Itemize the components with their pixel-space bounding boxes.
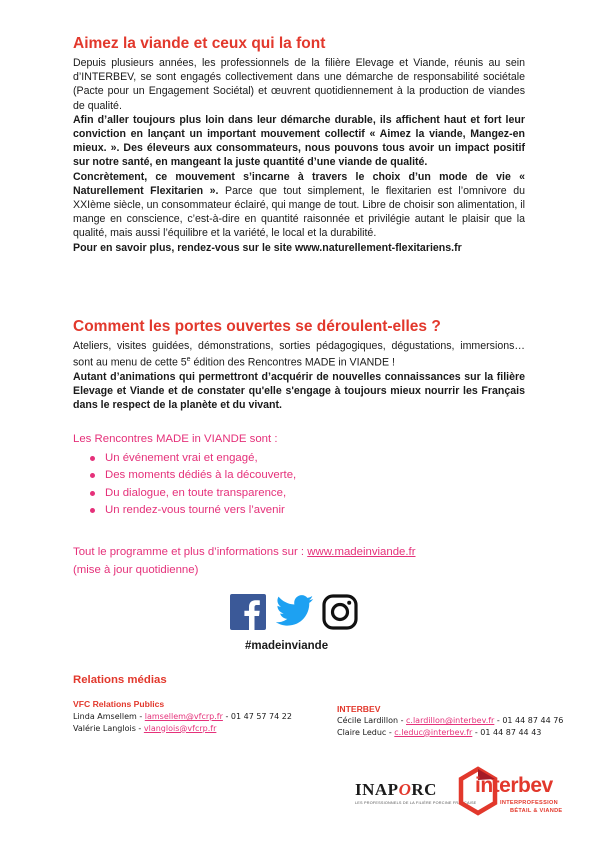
rencontres-list xyxy=(85,450,513,520)
section1-paragraph-3-bold: Concrètement, ce mouvement s’incarne à travers le choix d’un mode de vie « Naturellement Flexitarien ». xyxy=(73,170,525,197)
rencontres-intro: Les Rencontres MADE in VIANDE sont : xyxy=(73,433,278,445)
list-item: Des moments dédiés à la découverte, xyxy=(85,467,513,485)
contact-phone: - 01 47 57 74 22 xyxy=(222,712,292,721)
programme-block xyxy=(73,544,533,579)
programme-link[interactable]: www.madeinviande.fr xyxy=(307,546,416,558)
contact-phone: - 01 44 87 44 76 xyxy=(494,716,564,725)
relations-title: Relations médias xyxy=(73,674,167,686)
contact-email-link[interactable]: c.leduc@interbev.fr xyxy=(394,727,473,737)
section2-paragraph-1 xyxy=(73,339,525,370)
section2-paragraph-1-sup: e xyxy=(186,356,191,364)
vfc-contacts xyxy=(73,711,292,734)
list-item: Un rendez-vous tourné vers l’avenir xyxy=(85,502,513,520)
inaporc-part-a: INAP xyxy=(355,780,399,799)
contact-email-link[interactable]: c.lardillon@interbev.fr xyxy=(406,716,495,725)
section1-heading: Aimez la viande et ceux qui la font xyxy=(73,35,326,52)
interbev-subtitle-2: BÉTAIL & VIANDE xyxy=(510,808,563,814)
section2-paragraph-1-a: Ateliers, visites guidées, démonstrations, sorties pédagogiques, dégustations, immersions… sont au menu de cette 5 xyxy=(73,340,525,369)
programme-text: Tout le programme et plus d’informations sur : xyxy=(73,546,308,558)
programme-note: (mise à jour quotidienne) xyxy=(73,563,199,576)
contact-name: Valérie Langlois - xyxy=(73,723,144,733)
contact-name: Cécile Lardillon - xyxy=(337,716,407,725)
vfc-title: VFC Relations Publics xyxy=(73,699,165,709)
section2-paragraph-2: Autant d’animations qui permettront d’acquérir de nouvelles connaissances sur la filière Elevage et Viande et de constater qu'elle s'engage à toujours mieux nourrir les Français dans le respect de la planète et du vivant. xyxy=(73,370,525,412)
section1-paragraph-4: Pour en savoir plus, rendez-vous sur le site www.naturellement-flexitariens.fr xyxy=(73,241,462,254)
section1-paragraph-2: Afin d’aller toujours plus loin dans leur démarche durable, ils affichent haut et fort leur conviction en lançant un important mouvement collectif « Aimez la viande, Mangez-en mieux. ». Des éleveurs aux consommateurs, nous pouvons tous avoir un impact positif sur notre santé, en mangeant la juste quantité d’une viande de qualité. xyxy=(73,113,525,169)
section2-heading: Comment les portes ouvertes se déroulent-elles ? xyxy=(73,318,441,335)
inaporc-part-c: RC xyxy=(411,780,437,799)
section2-body xyxy=(73,339,525,413)
contact-phone: - 01 44 87 44 43 xyxy=(472,727,542,737)
twitter-icon[interactable] xyxy=(276,594,314,628)
contact-line xyxy=(337,727,563,739)
interbev-contacts-title: INTERBEV xyxy=(337,704,381,714)
social-icons xyxy=(230,594,360,630)
contact-email-link[interactable]: vlanglois@vfcrp.fr xyxy=(143,723,217,733)
contact-line xyxy=(337,715,563,727)
inaporc-tagline: LES PROFESSIONNELS DE LA FILIÈRE PORCINE FRANÇAISE xyxy=(355,801,477,805)
contact-name: Linda Amsellem - xyxy=(73,712,145,721)
inaporc-part-b: O xyxy=(398,780,412,799)
section2-paragraph-1-b: édition des Rencontres MADE in VIANDE ! xyxy=(190,356,395,369)
section1-body xyxy=(73,56,525,255)
section1-paragraph-1: Depuis plusieurs années, les professionnels de la filière Elevage et Viande, réunis au sein d’INTERBEV, se sont engagés collectivement dans une démarche de responsabilité sociétale (Pacte pour un Engagement Sociétal) et œuvrent quotidiennement à la production de viandes de qualité. xyxy=(73,57,525,112)
interbev-contacts xyxy=(337,715,563,738)
list-item: Un événement vrai et engagé, xyxy=(85,450,513,468)
section1-paragraph-3 xyxy=(73,170,525,241)
list-item: Du dialogue, en toute transparence, xyxy=(85,485,513,503)
contact-name: Claire Leduc - xyxy=(337,727,395,737)
interbev-wordmark: interbev xyxy=(475,774,553,797)
contact-email-link[interactable]: lamsellem@vfcrp.fr xyxy=(144,712,223,721)
interbev-logo xyxy=(458,766,578,824)
instagram-icon[interactable] xyxy=(322,594,358,630)
programme-line xyxy=(73,544,533,562)
rencontres-block xyxy=(73,431,513,520)
contact-line xyxy=(73,711,292,723)
section1-paragraph-3-rest: Parce que tout simplement, le flexitarien est l’omnivore du XXIème siècle, un consommateur éclairé, qui mange de tout. Libre de choisir son alimentation, il mange en conscience, c’est-à-dire en quantité raisonnée et privilégie autant le plaisir que la qualité, mais aussi l’équilibre et la variété, le local et la durabilité. xyxy=(73,184,525,240)
facebook-icon[interactable] xyxy=(230,594,266,630)
hashtag: #madeinviande xyxy=(245,640,329,652)
contact-line xyxy=(73,723,292,735)
interbev-subtitle-1: INTERPROFESSION xyxy=(500,800,558,806)
